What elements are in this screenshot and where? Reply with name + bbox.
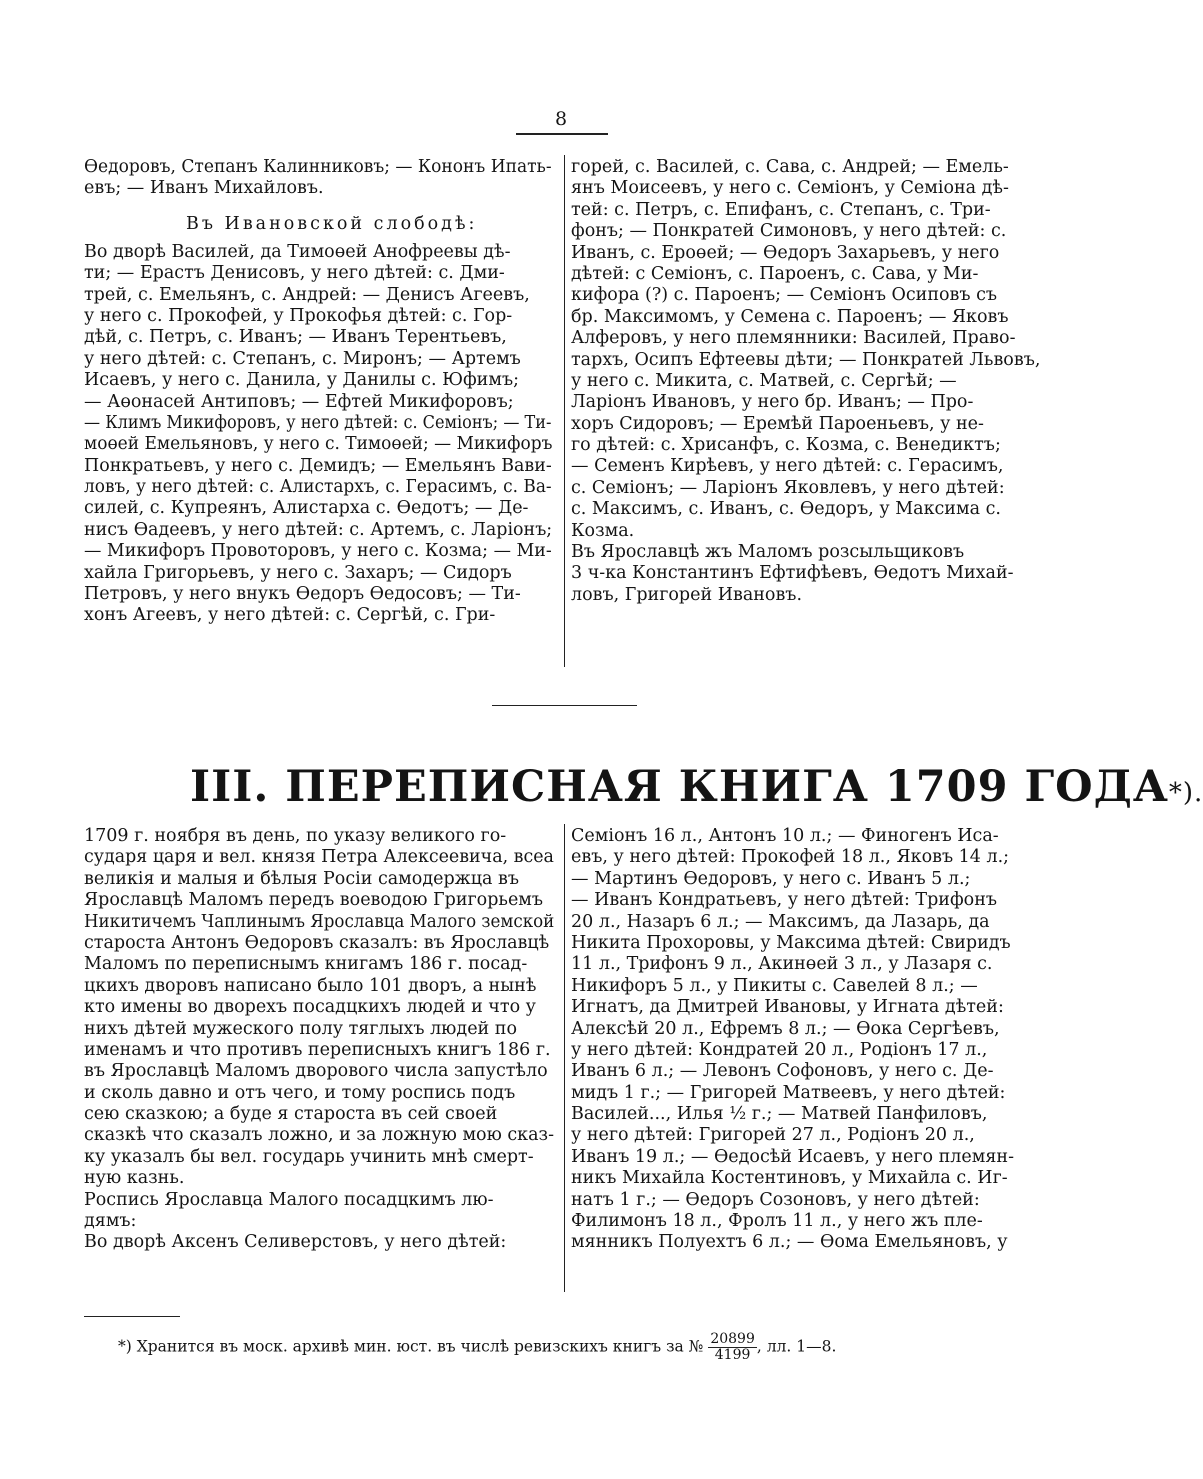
text-line: и сколь давно и отъ чего, и тому роспись подъ: [84, 1082, 516, 1103]
text-line: Иванъ, с. Ероөей; — Өедоръ Захарьевъ, у него: [571, 242, 1000, 263]
text-line: никъ Михайла Костентиновъ, у Михайла с. Иг-: [571, 1168, 1008, 1189]
footnote-rule: [84, 1316, 180, 1317]
text-line: бр. Максимомъ, у Семена с. Пароенъ; — Яковъ: [571, 306, 1009, 327]
text-line: трей, с. Емельянъ, с. Андрей: — Денисъ Агеевъ,: [84, 284, 530, 305]
text-line: у него с. Микита, с. Матвей, с. Сергѣй; —: [571, 370, 957, 391]
text-line: — Иванъ Кондратьевъ, у него дѣтей: Трифонъ: [571, 890, 998, 911]
text-line: силей, с. Купреянъ, Алистарха с. Өедотъ; — Де-: [84, 498, 529, 519]
page-number-rule: [516, 133, 608, 135]
text-line: с. Максимъ, с. Иванъ, с. Өедоръ, у Максима с.: [571, 499, 1001, 520]
section1-left-lines: [84, 157, 552, 200]
section2-left-lines: [84, 826, 554, 1254]
text-line: евъ; — Иванъ Михайловъ.: [84, 178, 324, 199]
text-line: 11 л., Трифонъ 9 л., Акинөей 3 л., у Лазаря с.: [571, 954, 993, 975]
text-line: нихъ дѣтей мужеского полу тяглыхъ людей по: [84, 1018, 517, 1039]
section-heading: [190, 762, 1203, 812]
text-line: Исаевъ, у него с. Данила, у Данилы с. Юфимъ;: [84, 370, 519, 391]
text-line: Семіонъ 16 л., Антонъ 10 л.; — Финогенъ Иса-: [571, 826, 999, 846]
text-line: Филимонъ 18 л., Фролъ 11 л., у него жъ пле-: [571, 1211, 983, 1232]
text-line: Ларіонъ Ивановъ, у него бр. Иванъ; — Про-: [571, 392, 974, 413]
text-line: хоръ Сидоровъ; — Еремѣй Пароеньевъ, у не-: [571, 413, 984, 434]
text-line: сказкѣ что сказалъ ложно, и за ложную мою сказ-: [84, 1125, 555, 1146]
text-line: евъ, у него дѣтей: Прокофей 18 л., Яковъ 14 л.;: [571, 847, 1010, 868]
text-line: го дѣтей: с. Хрисанфъ, с. Козма, с. Венедиктъ;: [571, 435, 1001, 456]
text-line: Козма.: [571, 520, 635, 541]
text-line: хайла Григорьевъ, у него с. Захаръ; — Сидоръ: [84, 562, 512, 583]
text-line: ловъ, у него дѣтей: с. Алистархъ, с. Герасимъ, с. Ва-: [84, 477, 552, 498]
text-line: тей: с. Петръ, с. Епифанъ, с. Степанъ, с. Три-: [571, 199, 991, 220]
text-line: въ Ярославцѣ Маломъ дворового числа запустѣло: [84, 1061, 548, 1082]
text-line: дямъ:: [84, 1211, 137, 1232]
section-heading-footnote-mark: *).: [1168, 778, 1203, 808]
text-line: сударя царя и вел. князя Петра Алексеевича, всеа: [84, 847, 554, 868]
text-line: с. Семіонъ; — Ларіонъ Яковлевъ, у него дѣтей:: [571, 477, 1005, 498]
text-line: — Микифоръ Провоторовъ, у него с. Козма; — Ми-: [84, 541, 552, 562]
text-line: Во дворѣ Аксенъ Селиверстовъ, у него дѣтей:: [84, 1232, 507, 1253]
text-line: у него с. Прокофей, у Прокофья дѣтей: с. Гор-: [84, 305, 513, 326]
text-line: Алферовъ, у него племянники: Василей, Право-: [571, 328, 1016, 349]
text-line: Петровъ, у него внукъ Өедоръ Өедосовъ; — Ти-: [84, 584, 521, 605]
text-line: — Климъ Микифоровъ, у него дѣтей: с. Семіонъ; — Ти-: [84, 412, 552, 433]
section1-right-lines: [571, 157, 1041, 606]
text-line: мидъ 1 г.; — Григорей Матвеевъ, у него дѣтей:: [571, 1082, 1006, 1103]
column-divider-2: [564, 824, 565, 1292]
text-line: именамъ и что противъ переписныхъ книгъ 186 г.: [84, 1039, 551, 1060]
text-line: 20 л., Назаръ 6 л.; — Максимъ, да Лазарь, да: [571, 911, 990, 932]
text-line: у него дѣтей: с. Степанъ, с. Миронъ; — Артемъ: [84, 348, 521, 369]
text-line: у него дѣтей: Кондратей 20 л., Родіонъ 17 л.,: [571, 1039, 988, 1060]
text-line: тархъ, Осипъ Ефтеевы дѣти; — Понкратей Львовъ,: [571, 349, 1041, 370]
text-line: Алексѣй 20 л., Ефремъ 8 л.; — Өока Сергѣевъ,: [571, 1018, 1000, 1039]
text-line: Понкратьевъ, у него с. Демидъ; — Емельянъ Вави-: [84, 455, 552, 476]
section1-right-column: [571, 157, 1041, 606]
subheading-ivanovskaya: Въ Ивановской слободѣ:: [186, 213, 478, 234]
text-line: Иванъ 19 л.; — Өедосѣй Исаевъ, у него племян-: [571, 1146, 1015, 1167]
text-line: цкихъ дворовъ написано было 101 дворъ, а нынѣ: [84, 975, 537, 996]
section1-left-column: [84, 157, 552, 627]
text-line: ловъ, Григорей Ивановъ.: [571, 584, 803, 605]
text-line: дѣй, с. Петръ, с. Иванъ; — Иванъ Терентьевъ,: [84, 327, 507, 348]
text-line: Никифоръ 5 л., у Пикиты с. Савелей 8 л.; —: [571, 975, 978, 996]
text-line: 3 ч-ка Константинъ Ефтифѣевъ, Өедотъ Михай-: [571, 563, 1014, 584]
text-line: Во дворѣ Василей, да Тимоөей Анофреевы дѣ-: [84, 241, 511, 262]
text-line: натъ 1 г.; — Өедоръ Созоновъ, у него дѣтей:: [571, 1189, 980, 1210]
page-number: 8: [554, 108, 568, 130]
section2-right-lines: [571, 826, 1041, 1254]
text-line: Никитичемъ Чаплинымъ Ярославца Малого земской: [84, 911, 555, 932]
text-line: ную казнь.: [84, 1168, 185, 1189]
section2-left-column: [84, 826, 554, 1254]
text-line: кифора (?) с. Пароенъ; — Семіонъ Осиповъ съ: [571, 285, 998, 306]
text-line: моөей Емельяновъ, у него с. Тимоөей; — Микифоръ: [84, 434, 553, 455]
text-line: Роспись Ярославца Малого посадцкимъ лю-: [84, 1189, 494, 1210]
text-line: хонъ Агеевъ, у него дѣтей: с. Сергѣй, с. Гри-: [84, 605, 496, 626]
text-line: Игнатъ, да Дмитрей Ивановы, у Игната дѣтей:: [571, 997, 1004, 1018]
text-line: — Семенъ Кирѣевъ, у него дѣтей: с. Герасимъ,: [571, 456, 1004, 477]
text-line: нисъ Өадеевъ, у него дѣтей: с. Артемъ, с. Ларіонъ;: [84, 519, 553, 540]
text-line: — Аөонасей Антиповъ; — Ефтей Микифоровъ;: [84, 391, 514, 412]
text-line: Маломъ по переписнымъ книгамъ 186 г. посад-: [84, 954, 528, 975]
footnote-text: *) Хранится въ моск. архивѣ мин. юст. въ числѣ ревизскихъ книгъ за №: [118, 1337, 704, 1356]
text-line: Никита Прохоровы, у Максима дѣтей: Свиридъ: [571, 932, 1011, 953]
text-line: ти; — Ерастъ Денисовъ, у него дѣтей: с. Дми-: [84, 263, 505, 284]
section1-left-lines-2: [84, 242, 552, 627]
section2-right-column: [571, 826, 1041, 1254]
column-divider-1: [564, 155, 565, 667]
fraction-numerator: 20899: [710, 1331, 755, 1347]
footnote-fraction: [708, 1332, 757, 1363]
text-line: Въ Ярославцѣ жъ Маломъ розсыльщиковъ: [571, 542, 965, 563]
text-line: мянникъ Полуехтъ 6 л.; — Өома Емельяновъ, у: [571, 1232, 1008, 1253]
text-line: 1709 г. ноября въ день, по указу великого го-: [84, 826, 507, 846]
section-heading-title: III. ПЕРЕПИСНАЯ КНИГА 1709 ГОДА: [190, 762, 1169, 812]
text-line: янъ Моисеевъ, у него с. Семіонъ, у Семіона дѣ-: [571, 178, 1009, 199]
text-line: кто имены во дворехъ посадцкихъ людей и что у: [84, 997, 536, 1018]
text-line: у него дѣтей: Григорей 27 л., Родіонъ 20 л.,: [571, 1125, 975, 1146]
text-line: — Мартинъ Өедоровъ, у него с. Иванъ 5 л.;: [571, 868, 971, 889]
footnote-text-after: , лл. 1—8.: [756, 1337, 837, 1356]
text-line: староста Антонъ Өедоровъ сказалъ: въ Ярославцѣ: [84, 932, 550, 953]
text-line: великія и малыя и бѣлыя Росіи самодержца въ: [84, 868, 519, 889]
footnote: [118, 1332, 836, 1363]
text-line: Өедоровъ, Степанъ Калинниковъ; — Кононъ Ипать-: [84, 157, 552, 177]
text-line: сею сказкою; а буде я староста въ сей своей: [84, 1104, 498, 1125]
text-line: фонъ; — Понкратей Симоновъ, у него дѣтей: с.: [571, 221, 1007, 242]
text-line: ку указалъ бы вел. государь учинить мнѣ смерт-: [84, 1146, 534, 1167]
text-line: Василей..., Илья ½ г.; — Матвей Панфиловъ,: [571, 1104, 988, 1125]
text-line: горей, с. Василей, с. Сава, с. Андрей; — Емель-: [571, 157, 1009, 177]
section-separator: [492, 705, 637, 706]
text-line: Иванъ 6 л.; — Левонъ Софоновъ, у него с. Де-: [571, 1061, 994, 1082]
text-line: дѣтей: с Семіонъ, с. Пароенъ, с. Сава, у Ми-: [571, 263, 979, 284]
fraction-denominator: 4199: [714, 1347, 751, 1363]
text-line: Ярославцѣ Маломъ передъ воеводою Григорьемъ: [84, 890, 544, 911]
